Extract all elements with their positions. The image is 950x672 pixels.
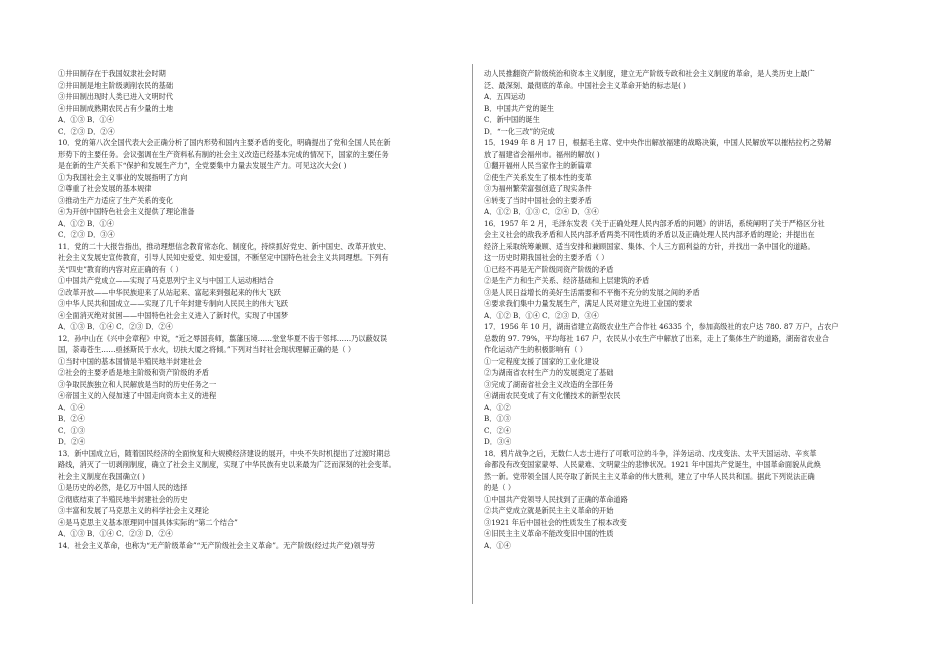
- left-column-line: 14．社会主义革命，也称为“无产阶级革命”“无产阶级社会主义革命”。无产阶级(经过共产党)领导劳: [58, 540, 375, 550]
- left-column-line: ①是历史的必然，是亿万中国人民的选择: [58, 483, 188, 492]
- left-column-line: 10．党的第八次全国代表大会正确分析了国内形势和国内主要矛盾的变化，明确提出了党和全国人民在新: [58, 138, 391, 147]
- right-column-line: ④转变了当时中国社会的主要矛盾: [484, 195, 592, 205]
- left-column-line: A．①③ B．①④: [58, 115, 114, 124]
- right-column-line: ①已经不再是无产阶级同资产阶级的矛盾: [484, 264, 614, 274]
- left-column-line: A．①② B．①④: [58, 218, 114, 228]
- right-column-line: B．①③: [484, 414, 511, 423]
- left-column-line: ②井田制是地主阶级剥削农民的基础: [58, 80, 174, 90]
- right-column-line: A．五四运动: [484, 92, 526, 101]
- right-column: [484, 68, 892, 551]
- left-column-line: A．①③ B．①④ C．②③ D．②④: [58, 529, 173, 538]
- right-column-line: 18．鸦片战争之后，无数仁人志士进行了可歌可泣的斗争，洋务运动、戊戌变法、太平天国运动、辛亥革: [484, 448, 817, 458]
- right-column-line: ④湖南农民变成了有文化懂技术的新型农民: [484, 391, 621, 400]
- right-column-line: A．①④: [484, 540, 511, 550]
- left-column-line: 是在新的生产关系下“保护和发展生产力”，全党要集中力量去发展生产力。可见这次大会( ): [58, 161, 347, 170]
- left-column-line: ②改革开放——中华民族迎来了从站起来、富起来到强起来的伟大飞跃: [58, 287, 281, 297]
- right-column-line: A．①② B．①③ C．②④ D．③④: [484, 207, 599, 216]
- right-column-line: 放了福建省会福州市。福州的解放( ): [484, 149, 600, 159]
- right-column-line: 16．1957 年 2 月，毛泽东发表《关于正确处理人民内部矛盾的问题》的讲话，系统阐明了关于严格区分社: [484, 218, 825, 228]
- left-column-line: ④全面消灭绝对贫困——中国特色社会主义进入了新时代，实现了中国梦: [58, 310, 289, 320]
- right-column-line: 命都没有改变国家蒙辱、人民蒙难、文明蒙尘的悲惨状况。1921 年中国共产党诞生，中国革命面貌从此焕: [484, 460, 821, 469]
- left-column-line: 12．孙中山在《兴中会章程》中说，“近之辱国丧师，翦藩压境……堂堂华夏不齿于邻邦……乃以蔽奴误: [58, 333, 388, 343]
- right-column-line: ③是人民日益增长的美好生活需要和不平衡不充分的发展之间的矛盾: [484, 287, 700, 297]
- left-column-line: ①中国共产党成立——实现了马克思列宁主义与中国工人运动相结合: [58, 276, 274, 285]
- right-column-line: 泛、最深刻、最彻底的革命。中国社会主义革命开始的标志是( ): [484, 80, 686, 90]
- left-column-line: ④帝国主义的入侵加速了中国走向资本主义的进程: [58, 391, 217, 400]
- right-column-line: ②为湖南省农村生产力的发展奠定了基础: [484, 368, 614, 377]
- right-column-line: B．中国共产党的诞生: [484, 103, 554, 113]
- left-column-line: 社会主义制度在我国确立( ): [58, 471, 145, 481]
- left-column-line: ④是马克思主义基本原理同中国具体实际的“第二个结合”: [58, 517, 238, 527]
- left-column-line: ①为我国社会主义事业的发展指明了方向: [58, 172, 188, 182]
- right-column-line: ③完成了湖南省社会主义改造的全部任务: [484, 379, 614, 389]
- left-column-line: 关“四史”教育的内容对应正确的有（ ）: [58, 264, 183, 274]
- right-column-line: A．①② B．①④ C．②③ D．③④: [484, 310, 599, 320]
- right-column-line: 作化运动产生的积极影响有（ ）: [484, 345, 587, 354]
- right-column-line: ④要求我们集中力量发展生产，满足人民对建立先进工业国的要求: [484, 299, 693, 308]
- left-column-line: ③丰富和发展了马克思主义的科学社会主义理论: [58, 506, 209, 515]
- right-column-line: ①中国共产党领导人民找到了正确的革命道路: [484, 494, 628, 504]
- left-column-line: ②彻底结束了半殖民地半封建社会的历史: [58, 494, 188, 504]
- left-column-line: ②社会的主要矛盾是地主阶级和资产阶级的矛盾: [58, 368, 209, 377]
- left-column-line: ④为开创中国特色社会主义提供了理论准备: [58, 207, 195, 216]
- left-column-line: B．②④: [58, 414, 85, 423]
- left-column-line: ④井田制成熟期农民占有少量的土地: [58, 103, 174, 113]
- left-column-line: A．①③ B．①④ C．②③ D．②④: [58, 322, 173, 331]
- right-column-line: ③1921 年后中国社会的性质发生了根本改变: [484, 517, 627, 527]
- left-column-line: ③争取民族独立和人民解放是当时的历史任务之一: [58, 379, 217, 389]
- column-divider: [472, 64, 473, 604]
- left-column-line: C．②③ D．③④: [58, 230, 115, 239]
- right-column-line: ①翻开福州人民当家作主的新篇章: [484, 161, 592, 170]
- left-column-line: 国，荼毒苍生……亟拯斯民于水火，切扶大厦之将倾。”下列对当时社会现状理解正确的是（ ）: [58, 345, 356, 354]
- left-column-line: ①井田制存在于我国奴隶社会时期: [58, 69, 166, 78]
- right-column-line: 会主义社会的敌我矛盾和人民内部矛盾两类不同性质的矛盾以及正确处理人民内部矛盾的理论；并提出在: [484, 230, 815, 239]
- right-column-line: ①一定程度支援了国家的工业化建设: [484, 356, 600, 366]
- right-column-line: 17．1956 年 10 月，湖南省建立高级农业生产合作社 46335 个，参加高级社的农户达 780. 87 万户，占农户: [484, 322, 839, 331]
- right-column-line: A．①②: [484, 402, 511, 412]
- left-column-line: ①当时中国的基本国情是半殖民地半封建社会: [58, 356, 202, 366]
- right-column-line: ④旧民主主义革命不能改变旧中国的性质: [484, 529, 614, 538]
- left-column-line: 形势下的主要任务。会议强调在生产资料私有制的社会主义改造已经基本完成的情况下，国家的主要任务: [58, 149, 389, 159]
- right-column-line: 15．1949 年 8 月 17 日，根据毛主席、党中央作出解放福建的战略决策，中国人民解放军以摧枯拉朽之势解: [484, 138, 832, 147]
- left-column-line: ②尊重了社会发展的基本规律: [58, 184, 152, 193]
- left-column: [58, 68, 458, 551]
- left-column-line: 路线，消灭了一切剥削制度，确立了社会主义制度，实现了中华民族有史以来最为广泛而深刻的社会变革。: [58, 460, 396, 469]
- right-column-line: C．②④: [484, 425, 512, 435]
- left-column-line: 13．新中国成立后，随着国民经济的全面恢复和大规模经济建设的展开，中央不失时机提出了过渡时期总: [58, 448, 391, 458]
- right-column-line: C．新中国的诞生: [484, 115, 540, 124]
- right-column-line: 总数的 97. 79%，平均每社 167 户，农民从小农生产中解放了出来，走上了集体生产的道路，湖南省农业合: [484, 333, 829, 343]
- right-column-line: D．③④: [484, 437, 512, 446]
- left-column-line: ③中华人民共和国成立——实现了几千年封建专制向人民民主的伟大飞跃: [58, 299, 289, 308]
- right-column-line: 的是（ ）: [484, 483, 516, 492]
- left-column-line: ③推动生产力适应了生产关系的变化: [58, 195, 174, 205]
- left-column-line: 11．党的二十大报告指出，推动理想信念教育常态化、制度化，持续抓好党史、新中国史、改革开放史、: [58, 241, 391, 251]
- left-column-line: 社会主义发展史宣传教育，引导人民知史爱党、知史爱国，不断坚定中国特色社会主义共同理想。下列有: [58, 253, 389, 262]
- left-column-line: D．②④: [58, 437, 86, 446]
- left-column-line: C．②③ D．②④: [58, 126, 115, 136]
- right-column-line: 动人民推翻资产阶级统治和资本主义制度，建立无产阶级专政和社会主义制度的革命，是人类历史上最广: [484, 69, 815, 78]
- left-column-line: ③井田制出现时人类已进入文明时代: [58, 92, 174, 101]
- right-column-line: ②使生产关系发生了根本性的变革: [484, 172, 592, 182]
- left-column-line: A．①④: [58, 402, 85, 412]
- right-column-line: D．“一化三改”的完成: [484, 126, 555, 136]
- right-column-line: ②共产党成立就是新民主主义革命的开始: [484, 506, 614, 515]
- right-column-line: ②是生产力和生产关系、经济基础和上层建筑的矛盾: [484, 276, 650, 285]
- right-column-line: 这一历史时期我国社会的主要矛盾（ ）: [484, 253, 609, 262]
- right-column-line: ③为福州繁荣富强创造了现实条件: [484, 184, 592, 193]
- right-column-line: 然一新。党带领全国人民夺取了新民主主义革命的伟大胜利，建立了中华人民共和国。据此下列说法正确: [484, 471, 815, 481]
- right-column-line: 经济上采取统筹兼顾、适当安排和兼顾国家、集体、个人三方面利益的方针，并找出一条中国化的道路。: [484, 241, 815, 251]
- left-column-line: C．①③: [58, 425, 86, 435]
